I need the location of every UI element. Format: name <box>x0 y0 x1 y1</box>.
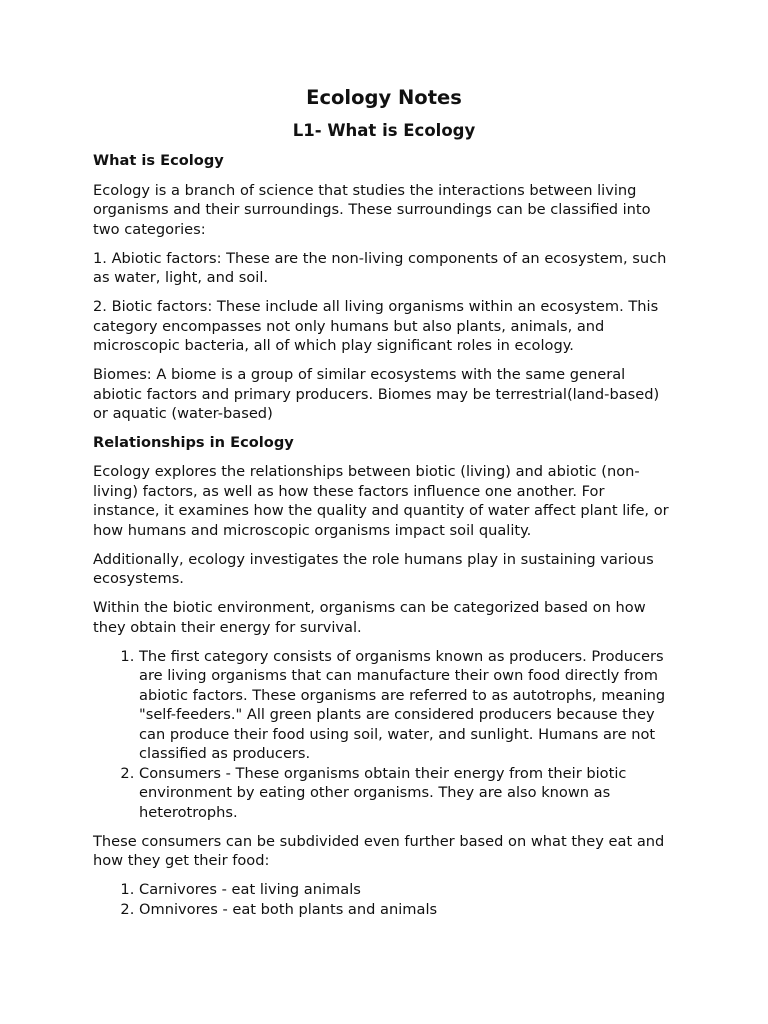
list-item-omnivores: 2. Omnivores - eat both plants and animals <box>139 900 675 920</box>
energy-category-list <box>93 647 675 823</box>
paragraph-abiotic-factors: 1. Abiotic factors: These are the non-living components of an ecosystem, such as water, light, and soil. <box>93 249 667 286</box>
section-heading-relationships: Relationships in Ecology <box>93 433 294 451</box>
paragraph-energy-categories: Within the biotic environment, organisms can be categorized based on how they obtain their energy for survival. <box>93 599 646 636</box>
document-subtitle: L1- What is Ecology <box>292 121 476 140</box>
paragraph-relationships: Ecology explores the relationships between biotic (living) and abiotic (non-living) factors, as well as how these factors influence one another. For instance, it examines how the quality and quantity of water affect plant life, or how humans and microscopic organisms impact soil quality. <box>93 463 669 539</box>
list-item-carnivores: 1. Carnivores - eat living animals <box>139 880 675 900</box>
list-item-producers: 1. The first category consists of organisms known as producers. Producers are living organisms that can manufacture their own food directly from abiotic factors. These organisms are referred to as autotrophs, meaning "self-feeders." All green plants are considered producers because they can produce their food using soil, water, and sunlight. Humans are not classified as producers. <box>139 647 675 764</box>
paragraph-consumer-subdivision: These consumers can be subdivided even further based on what they eat and how they get their food: <box>93 832 665 869</box>
consumer-type-list <box>93 880 675 919</box>
paragraph-ecology-definition: Ecology is a branch of science that studies the interactions between living organisms and their surroundings. These surroundings can be classified into two categories: <box>93 181 651 238</box>
paragraph-human-role: Additionally, ecology investigates the role humans play in sustaining various ecosystems. <box>93 550 654 587</box>
paragraph-biotic-factors: 2. Biotic factors: These include all living organisms within an ecosystem. This category encompasses not only humans but also plants, animals, and microscopic bacteria, all of which play significant roles in ecology. <box>93 298 659 354</box>
list-item-consumers: 2. Consumers - These organisms obtain their energy from their biotic environment by eating other organisms. They are also known as heterotrophs. <box>139 764 675 823</box>
document-title: Ecology Notes <box>306 86 462 109</box>
section-heading-what-is-ecology: What is Ecology <box>93 152 224 169</box>
document-page <box>93 84 675 919</box>
paragraph-biomes: Biomes: A biome is a group of similar ecosystems with the same general abiotic factors and primary producers. Biomes may be terrestrial(land-based) or aquatic (water-based) <box>93 366 660 422</box>
